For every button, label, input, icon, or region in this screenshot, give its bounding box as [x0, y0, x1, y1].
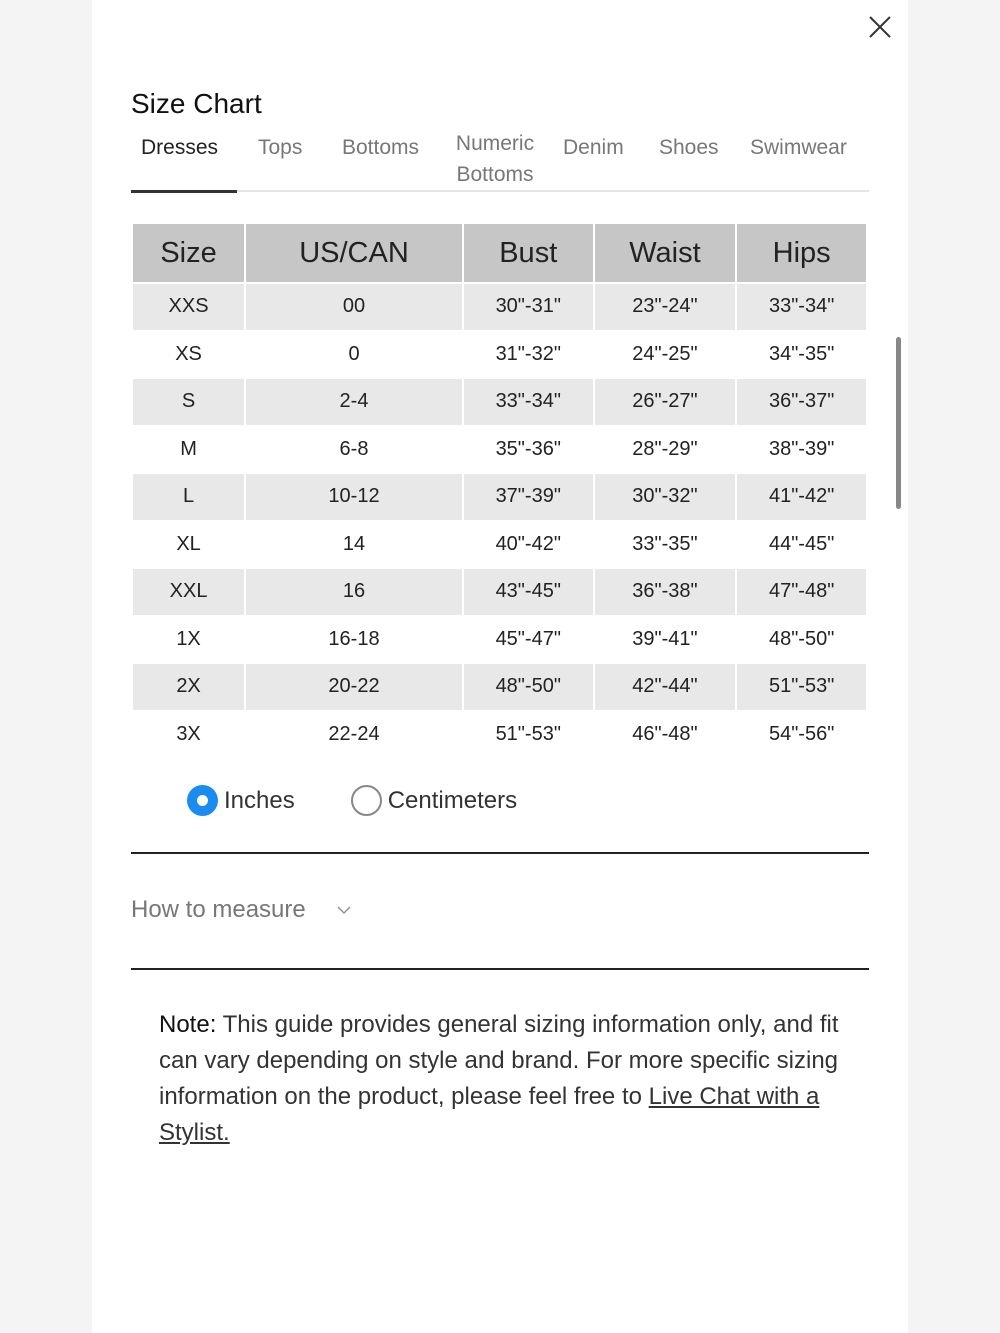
table-row [133, 332, 866, 378]
table-cell: 0 [348, 342, 360, 365]
how-to-measure-label: How to measure [131, 896, 306, 923]
table-cell: 33"-34" [737, 284, 866, 330]
table-cell: 31"-32" [495, 342, 561, 365]
table-row [133, 664, 866, 710]
table-cell: 16 [246, 569, 462, 615]
table-cell: 35"-36" [495, 437, 561, 460]
tab-shoes[interactable]: Shoes [659, 136, 719, 159]
table-cell: 2X [133, 664, 244, 710]
table-cell: 33"-34" [464, 379, 593, 425]
table-cell: 47"-48" [737, 569, 866, 615]
centimeters-label: Centimeters [387, 786, 518, 814]
table-cell: 46"-48" [632, 722, 698, 745]
table-cell: L [133, 474, 244, 520]
table-cell: XS [175, 342, 202, 365]
table-cell: 6-8 [339, 437, 369, 460]
table-cell: 51"-53" [737, 664, 866, 710]
column-header: Hips [737, 224, 866, 282]
table-cell: 37"-39" [464, 474, 593, 520]
table-cell: 28"-29" [632, 437, 698, 460]
table-cell: 34"-35" [768, 342, 835, 365]
table-cell: XXS [133, 284, 244, 330]
chevron-down-icon [336, 905, 352, 915]
table-cell: 48"-50" [768, 627, 835, 650]
table-cell: 42"-44" [595, 664, 736, 710]
scrollbar[interactable] [896, 337, 901, 509]
close-icon[interactable] [866, 13, 894, 41]
radio-unselected-icon [351, 785, 382, 816]
table-cell: 00 [246, 284, 462, 330]
table-cell: 22-24 [328, 722, 380, 745]
unit-selector [187, 785, 517, 816]
dialog-title: Size Chart [131, 88, 262, 119]
table-cell: XL [176, 532, 201, 555]
table-row [133, 712, 866, 758]
table-row [133, 427, 866, 473]
radio-selected-icon [187, 785, 218, 816]
table-cell: 36"-38" [595, 569, 736, 615]
table-cell: 16-18 [328, 627, 380, 650]
table-cell: XXL [133, 569, 244, 615]
table-row [133, 284, 866, 330]
tab-dresses[interactable]: Dresses [141, 136, 219, 159]
table-cell: 40"-42" [495, 532, 561, 555]
table-cell: 10-12 [246, 474, 462, 520]
inches-radio[interactable] [187, 785, 295, 816]
column-header: Bust [464, 224, 593, 282]
tab-tops[interactable]: Tops [258, 136, 303, 159]
table-cell: 30"-32" [595, 474, 736, 520]
inches-label: Inches [224, 786, 295, 814]
tab-bottoms[interactable]: Bottoms [342, 136, 420, 159]
table-row [133, 617, 866, 663]
table-cell: 20-22 [246, 664, 462, 710]
active-tab-indicator [131, 190, 237, 193]
table-cell: 2-4 [246, 379, 462, 425]
table-cell: 41"-42" [737, 474, 866, 520]
note-text: This guide provides general sizing information only, and fit can vary depending on style and brand. For more specific sizing information on the product, please feel free to [159, 1011, 839, 1110]
tab-denim[interactable]: Denim [563, 136, 624, 159]
how-to-measure-toggle[interactable] [131, 896, 352, 924]
divider [131, 852, 869, 854]
table-cell: 38"-39" [768, 437, 835, 460]
size-table [131, 222, 868, 759]
table-cell: 51"-53" [495, 722, 561, 745]
live-chat-link[interactable]: Live Chat with a Stylist. [159, 1083, 820, 1146]
table-cell: 3X [176, 722, 201, 745]
table-row [133, 379, 866, 425]
table-cell: 26"-27" [595, 379, 736, 425]
table-cell: 36"-37" [737, 379, 866, 425]
column-header: Size [133, 224, 244, 282]
category-tabs [131, 128, 869, 192]
divider [131, 968, 869, 970]
table-cell: 44"-45" [768, 532, 835, 555]
table-cell: 33"-35" [632, 532, 698, 555]
table-cell: 30"-31" [464, 284, 593, 330]
table-row [133, 474, 866, 520]
sizing-note [159, 1007, 849, 1151]
tab-numeric-bottoms[interactable]: Numeric Bottoms [455, 132, 535, 186]
note-label: Note: [159, 1011, 217, 1038]
tab-swimwear[interactable]: Swimwear [750, 136, 847, 159]
table-row [133, 522, 866, 568]
column-header: Waist [595, 224, 736, 282]
table-cell: 48"-50" [464, 664, 593, 710]
table-cell: 14 [342, 532, 366, 555]
table-cell: 23"-24" [595, 284, 736, 330]
table-cell: 24"-25" [632, 342, 698, 365]
table-cell: 54"-56" [768, 722, 835, 745]
table-row [133, 569, 866, 615]
table-cell: 39"-41" [632, 627, 698, 650]
table-cell: 43"-45" [464, 569, 593, 615]
column-header: US/CAN [246, 224, 462, 282]
table-cell: 45"-47" [495, 627, 561, 650]
table-cell: 1X [176, 627, 201, 650]
table-cell: S [133, 379, 244, 425]
table-cell: M [180, 437, 197, 460]
centimeters-radio[interactable] [351, 785, 517, 816]
